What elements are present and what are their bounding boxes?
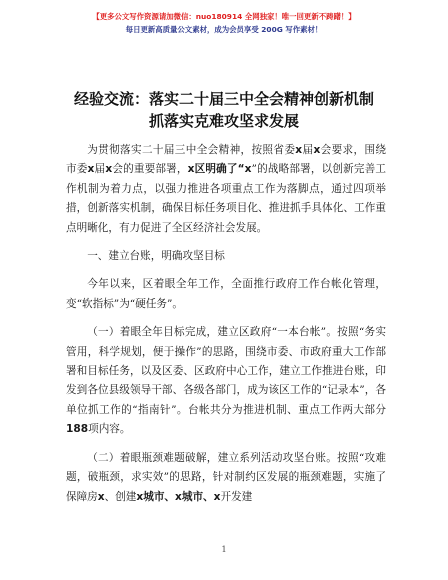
document-title-line-2: 抓落实克难攻坚求发展 (148, 112, 299, 130)
document-body (66, 141, 386, 516)
paragraph-3: （一）着眼全年目标完成，建立区政府“一本台帐”。按照“务实管用，科学规划，便于操作”的思路，围绕市委、市政府重大工作部署和目标任务，以及区委、区政府中心工作，建立工作推进台账，印发到各位县级领导干部、各级各部门，成为该区工作的“记录本”，各单位抓工作的“指南针”。台帐共分为推进机制、重点工作两大部分188项内容。 (66, 326, 386, 436)
paragraph-2: 今年以来，区着眼全年工作，全面推行政府工作台帐化管理，变“软指标”为“硬任务”。 (66, 278, 386, 310)
promo-line-1: 【更多公文写作资源请加微信：nuo180914 全网独家！唯一回更新不踌躇！】 (92, 12, 356, 21)
paragraph-4: （二）着眼瓶颈难题破解，建立系列活动攻坚台账。按照“攻难题，破瓶颈，求实效”的思路，针对制约区发展的瓶颈难题，实施了保障房x、创建x城市、x城市、x开发建 (66, 451, 386, 503)
promo-banner (0, 10, 448, 36)
section-heading-1: 一、建立台账，明确攻坚目标 (87, 250, 225, 263)
paragraph-intro: 为贯彻落实二十届三中全会精神，按照省委x届x会要求，围绕市委x届x会的重要部署，x区明确了“x”的战略部署，以创新完善工作机制为着力点，以强力推进各项重点工作为落脚点，通过四项举措，创新落实机制，确保目标任务项目化、推进抓手具体化、工作重点明晰化，有力促进了全区经济社会发展。 (66, 144, 387, 234)
document-title-line-1: 经验交流：落实二十届三中全会精神创新机制 (73, 90, 374, 108)
page-number: 1 (221, 545, 227, 554)
promo-line-2: 每日更新高质量公文素材，成为会员享受 200G 写作素材！ (125, 25, 323, 34)
